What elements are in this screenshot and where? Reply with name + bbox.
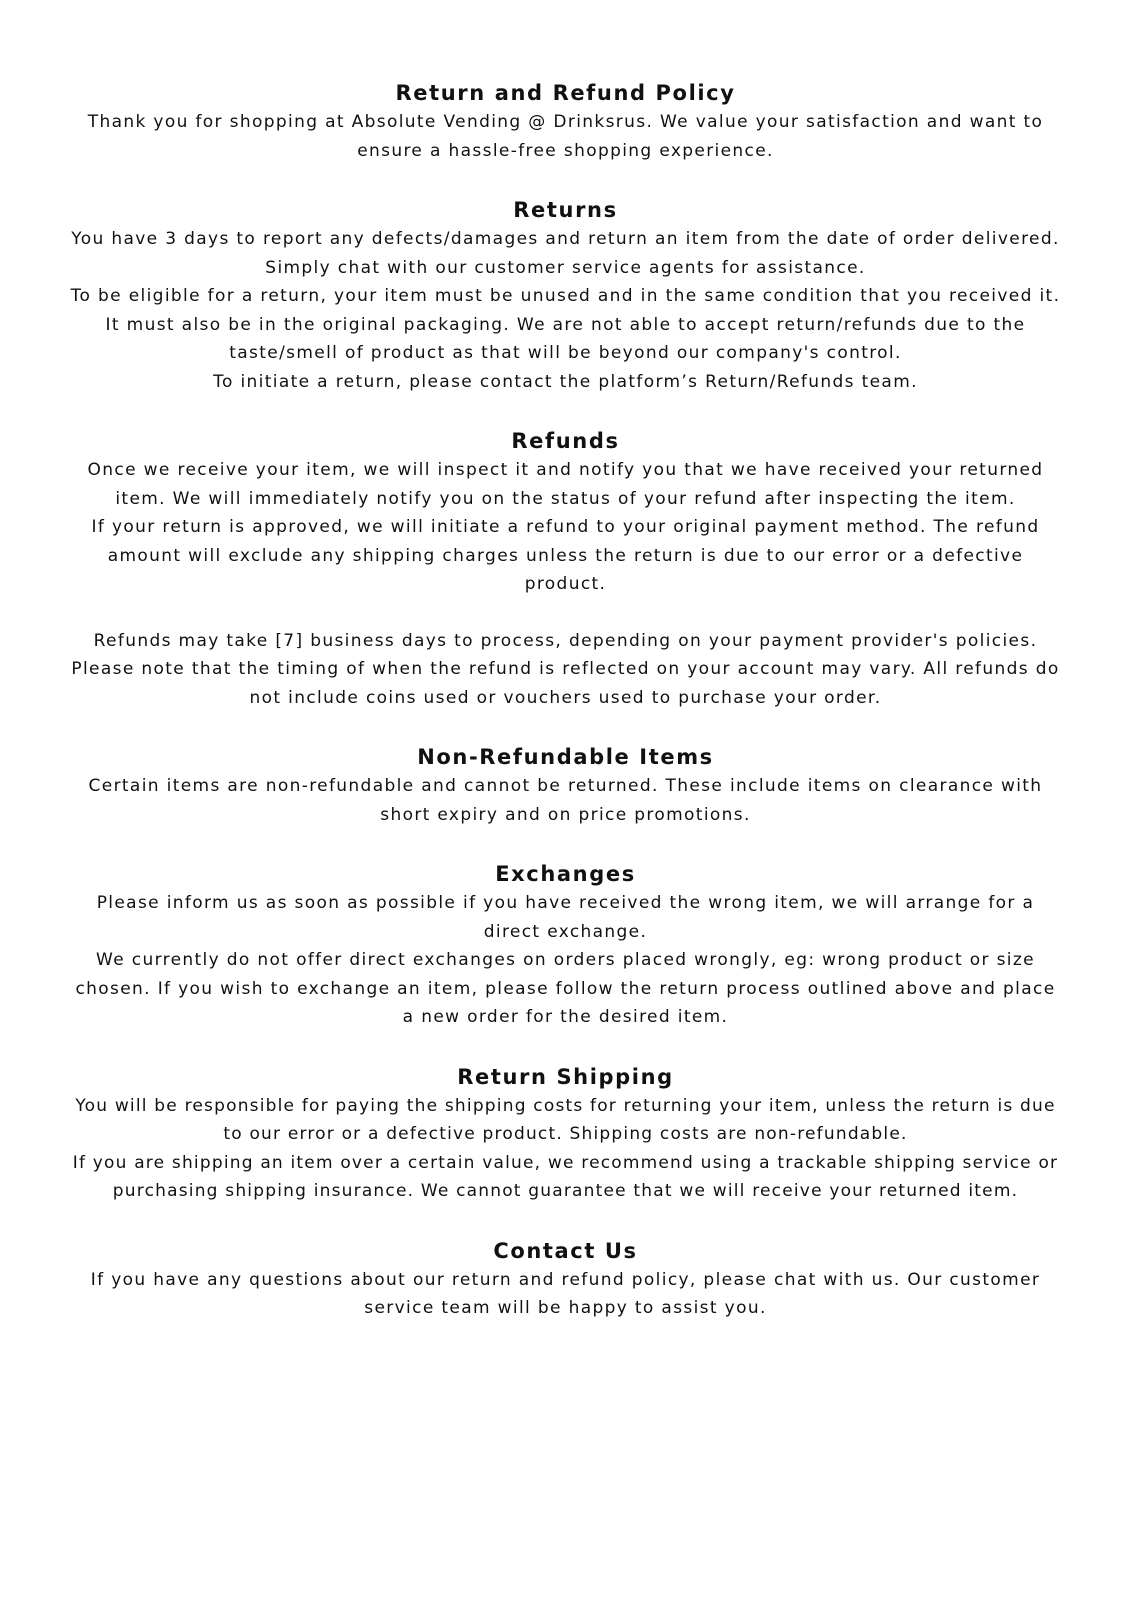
returns-paragraph: To initiate a return, please contact the platform’s Return/Refunds team. xyxy=(213,371,918,392)
return-shipping-heading: Return Shipping xyxy=(457,1064,674,1089)
non-refundable-paragraph: Certain items are non-refundable and cannot be returned. These include items on clearance with short expiry and on price promotions. xyxy=(88,776,1043,825)
exchanges-heading: Exchanges xyxy=(495,862,636,886)
exchanges-paragraph: Please inform us as soon as possible if you have received the wrong item, we will arrange for a direct exchange. xyxy=(96,893,1035,942)
non-refundable-heading: Non-Refundable Items xyxy=(417,745,714,769)
returns-heading: Returns xyxy=(513,198,618,222)
returns-section xyxy=(70,195,1061,396)
intro-section xyxy=(70,78,1061,165)
document-title: Return and Refund Policy xyxy=(395,81,736,105)
exchanges-paragraph: We currently do not offer direct exchanges on orders placed wrongly, eg: wrong product or size chosen. If you wish to exchange an item, please follow the return process outlined above and place a new order for the desired item. xyxy=(75,950,1056,1027)
refunds-paragraph: Once we receive your item, we will inspect it and notify you that we have received your returned item. We will immediately notify you on the status of your refund after inspecting the item. xyxy=(87,460,1044,509)
refunds-paragraph: Refunds may take [7] business days to process, depending on your payment provider's policies. Please note that the timing of when the refund is reflected on your account may vary. All refunds do not include coins used or vouchers used to purchase your order. xyxy=(71,630,1060,708)
refunds-heading: Refunds xyxy=(511,429,620,453)
exchanges-section xyxy=(70,859,1061,1032)
returns-paragraph: To be eligible for a return, your item must be unused and in the same condition that you received it. It must also be in the original packaging. We are not able to accept return/refunds due to the taste/smell of product as that will be beyond our company's control. xyxy=(70,286,1061,363)
contact-heading: Contact Us xyxy=(493,1238,638,1263)
non-refundable-section xyxy=(70,742,1061,829)
returns-paragraph: You have 3 days to report any defects/damages and return an item from the date of order delivered. Simply chat with our customer service agents for assistance. xyxy=(71,229,1060,278)
contact-section xyxy=(70,1236,1061,1323)
refunds-section xyxy=(70,426,1061,712)
paragraph-spacer xyxy=(70,599,1061,627)
return-shipping-paragraph: You will be responsible for paying the shipping costs for returning your item, unless the return is due to our error or a defective product. Shipping costs are non-refundable. xyxy=(75,1095,1056,1144)
return-shipping-section xyxy=(70,1062,1061,1206)
intro-paragraph: Thank you for shopping at Absolute Vending @ Drinksrus. We value your satisfaction and want to ensure a hassle-free shopping experience. xyxy=(87,112,1044,161)
contact-paragraph: If you have any questions about our return and refund policy, please chat with us. Our customer service team will be happy to assist you. xyxy=(90,1269,1041,1318)
return-shipping-paragraph: If you are shipping an item over a certain value, we recommend using a trackable shipping service or purchasing shipping insurance. We cannot guarantee that we will receive your returned item. xyxy=(72,1152,1059,1201)
refunds-paragraph: If your return is approved, we will initiate a refund to your original payment method. The refund amount will exclude any shipping charges unless the return is due to our error or a defective product. xyxy=(91,517,1040,594)
